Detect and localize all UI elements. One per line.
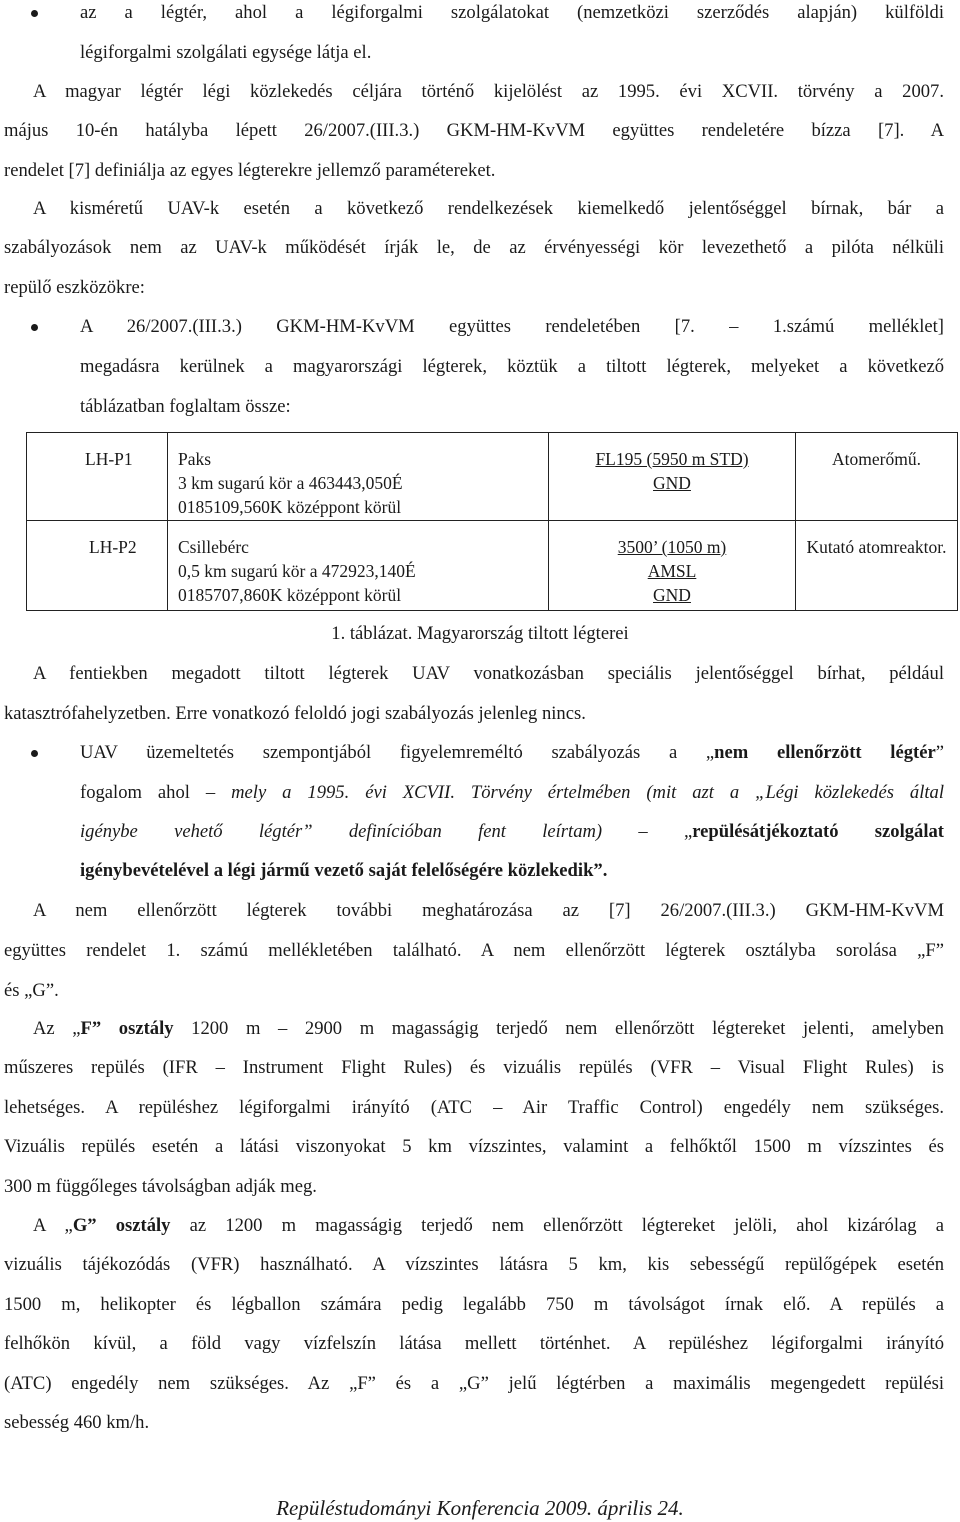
text-line: szabályozások nem az UAV-k működését írják le, de az érvényességi kör levezethető a pilóta nélküli — [4, 237, 944, 258]
text-line: vizuális tájékozódás (VFR) használható. A vízszintes látásra 5 km, kis sebességű repülőgépek esetén — [4, 1254, 944, 1275]
table-row — [27, 433, 958, 521]
text-line: A 26/2007.(III.3.) GKM-HM-KvVM együttes rendeletében [7. – 1.számú melléklet] — [80, 316, 944, 337]
airspace-desc: 3 km sugarú kör a 463443,050É — [178, 473, 403, 493]
text-line: A magyar légtér légi közlekedés céljára történő kijelölést az 1995. évi XCVII. törvény a 2007. — [33, 81, 944, 102]
text-line: lehetséges. A repüléshez légiforgalmi irányító (ATC – Air Traffic Control) engedély nem szükséges. — [4, 1097, 944, 1118]
table-cell — [168, 521, 549, 611]
table-cell — [549, 521, 796, 611]
upper-limit: 3500’ (1050 m) — [617, 537, 727, 557]
text-line: 1500 m, helikopter és légballon számára pedig legalább 750 m távolságot írnak elő. A repülés a — [4, 1294, 944, 1315]
text-line: és „G”. — [4, 980, 59, 1001]
text-line: A „G” osztály az 1200 m magasságig terjedő nem ellenőrzött légtereket jelöli, ahol kizárólag a — [33, 1215, 944, 1236]
text-line: május 10-én hatályba lépett 26/2007.(III.3.) GKM-HM-KvVM együttes rendeletére bízza [7]. A — [4, 120, 944, 141]
text-line: Az „F” osztály 1200 m – 2900 m magasságig terjedő nem ellenőrzött légtereket jelenti, amelyben — [33, 1018, 944, 1039]
lower-limit: GND — [653, 473, 691, 493]
text-line: igénybevételével a légi jármű vezető saját felelőségére közlekedik”. — [80, 860, 608, 881]
prohibited-airspace-table — [26, 432, 958, 611]
text-line: rendelet [7] definiálja az egyes légterekre jellemző paramétereket. — [4, 160, 496, 181]
table-cell — [27, 433, 168, 521]
text-line: igénybe vehető légtér” definícióban fent leírtam) – „repülésátjékoztató szolgálat — [80, 821, 944, 842]
table-row — [27, 521, 958, 611]
bullet — [31, 750, 38, 757]
page-footer: Repüléstudományi Konferencia 2009. április 24. — [276, 1496, 684, 1520]
airspace-name: Csillebérc — [178, 537, 249, 557]
text-line: táblázatban foglaltam össze: — [80, 396, 291, 417]
airspace-desc: 0185707,860K középpont körül — [178, 585, 402, 605]
text-line: fogalom ahol – mely a 1995. évi XCVII. Törvény értelmében (mit azt a „Légi közlekedés által — [80, 782, 945, 803]
airspace-desc: 0,5 km sugarú kör a 472923,140É — [178, 561, 416, 581]
airspace-note: Kutató atomreaktor. — [806, 537, 947, 557]
text-line: A kisméretű UAV-k esetén a következő rendelkezések kiemelkedő jelentőséggel bírnak, bár a — [33, 198, 944, 219]
table-cell — [796, 521, 958, 611]
table-cell — [27, 521, 168, 611]
table-cell — [168, 433, 549, 521]
bullet — [31, 10, 38, 17]
airspace-code: LH-P2 — [89, 537, 137, 557]
text-line: felhőkön kívül, a föld vagy vízfelszín látása mellett történhet. A repüléshez légiforgalmi irányító — [4, 1333, 944, 1354]
table-caption: 1. táblázat. Magyarország tiltott légterei — [331, 623, 629, 644]
text-line: A nem ellenőrzött légterek további meghatározása az [7] 26/2007.(III.3.) GKM-HM-KvVM — [33, 900, 944, 921]
text-line: sebesség 460 km/h. — [4, 1412, 150, 1433]
text-line: repülő eszközökre: — [4, 277, 145, 298]
text-line: légiforgalmi szolgálati egysége látja el. — [80, 42, 372, 63]
text-line: Vizuális repülés esetén a látási viszonyokat 5 km vízszintes, valamint a felhőktől 1500 m vízszintes és — [4, 1136, 944, 1157]
text-line: UAV üzemeltetés szempontjából figyelemreméltó szabályozás a „nem ellenőrzött légtér” — [80, 742, 944, 763]
lower-limit: GND — [653, 585, 691, 605]
text-line: (ATC) engedély nem szükséges. Az „F” és a „G” jelű légtérben a maximális megengedett repülési — [4, 1373, 944, 1394]
airspace-desc: 0185109,560K középpont körül — [178, 497, 402, 517]
airspace-note: Atomerőmű. — [832, 449, 921, 469]
airspace-code: LH-P1 — [85, 449, 133, 469]
text-line: az a légtér, ahol a légiforgalmi szolgálatokat (nemzetközi szerződés alapján) külföldi — [80, 2, 944, 23]
text-line: 300 m függőleges távolságban adják meg. — [4, 1176, 317, 1197]
text-line: együttes rendelet 1. számú mellékletében található. A nem ellenőrzött légterek osztályba sorolása „F” — [4, 940, 944, 961]
upper-limit: FL195 (5950 m STD) — [595, 449, 749, 469]
upper-limit-ref: AMSL — [647, 561, 697, 581]
table-cell — [796, 433, 958, 521]
text-line: megadásra kerülnek a magyarországi légterek, köztük a tiltott légterek, melyeket a következő — [80, 356, 944, 377]
text-line: műszeres repülés (IFR – Instrument Flight Rules) és vizuális repülés (VFR – Visual Flight Rules) is — [4, 1057, 944, 1078]
airspace-name: Paks — [178, 449, 212, 469]
table-cell — [549, 433, 796, 521]
text-line: A fentiekben megadott tiltott légterek UAV vonatkozásban speciális jelentőséggel bírhat, például — [33, 663, 944, 684]
bullet — [31, 324, 38, 331]
text-line: katasztrófahelyzetben. Erre vonatkozó feloldó jogi szabályozás jelenleg nincs. — [4, 703, 586, 724]
